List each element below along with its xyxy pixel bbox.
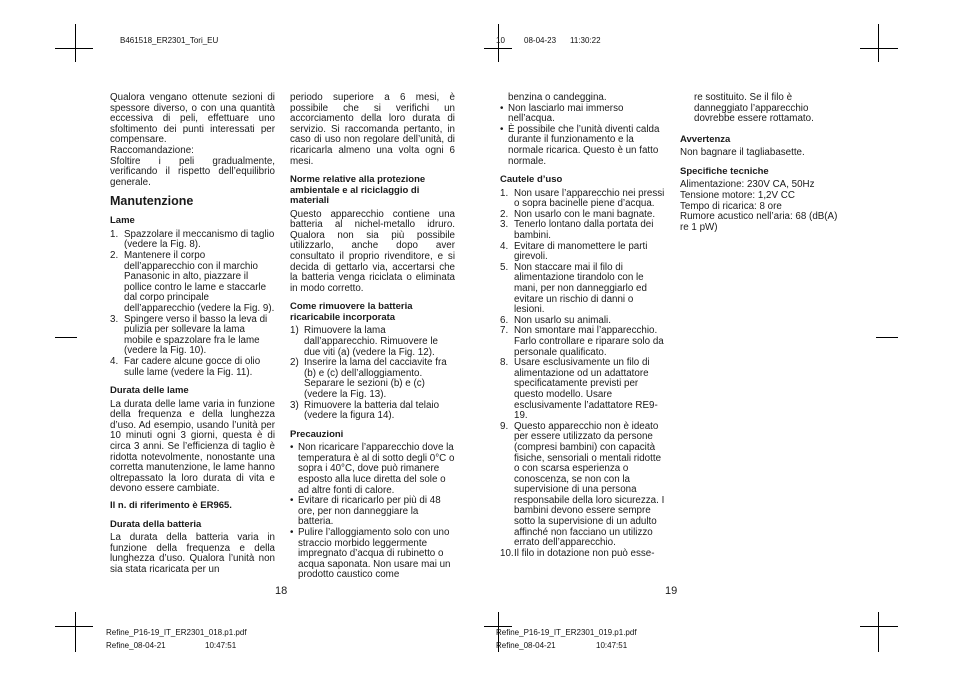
- crop-mark: [75, 612, 76, 652]
- column-4: [680, 93, 845, 233]
- battery-life-continued: periodo superiore a 6 mesi, è possibile che si verifichi un accorciamento della loro durata di servizio. Si raccomanda pertanto, in caso di uso non regolare dell’unità, di ricaricarla almeno una volta ogni 6 mesi.: [290, 92, 455, 167]
- column-3: [500, 93, 665, 559]
- remove-battery-steps-list: [290, 326, 455, 421]
- spare-part-reference: Il n. di riferimento è ER965.: [110, 500, 232, 511]
- list-item: 9. Questo apparecchio non è ideato per essere utilizzato da persone (compresi bambini) con capacità fisiche, sensoriali o mentali ridotte o con scarsa esperienza o conoscenza, se non con la supervisione di una persona responsabile della loro sicurezza. I bambini devono essere sempre sotto la supervisione di un adulto affinché non facciano un utilizzo errato dell’apparecchio.: [500, 420, 665, 549]
- list-item: 3) Rimuovere la batteria dal telaio (vedere la figura 14).: [290, 399, 440, 422]
- crop-mark: [860, 48, 898, 49]
- recommendation-text: Sfoltire i peli gradualmente, verificando il rispetto dell’equilibrio generale.: [110, 155, 275, 188]
- list-item: 1) Rimuovere la lama dall’apparecchio. Rimuovere le due viti (a) (vedere la Fig. 12).: [290, 325, 438, 358]
- sheet-number: 10: [496, 36, 505, 45]
- list-item: 2. Non usarlo con le mani bagnate.: [500, 208, 656, 220]
- subsection-title-warning: Avvertenza: [680, 133, 731, 145]
- left-file-name: Refine_P16-19_IT_ER2301_018.p1.pdf: [106, 628, 247, 637]
- list-item: 7. Non smontare mai l’apparecchio. Farlo controllare e riparare solo da personale qualificato.: [500, 325, 664, 358]
- blade-life-text: La durata delle lame varia in funzione della frequenza e della lunghezza d’uso. Ad esempio, usando l’unità per 10 minuti ogni 3 giorni, questa è di circa 3 anni. Se l’efficienza di taglio è ridotta notevolmente, nonostante una corretta manutenzione, le lame hanno oltrepassato la loro durata di vita e devono essere cambiate.: [110, 398, 275, 495]
- subsection-title-blades: Lame: [110, 215, 135, 227]
- crop-mark: [878, 24, 879, 62]
- list-item: 1. Non usare l’apparecchio nei pressi o sopra bacinelle piene d’acqua.: [500, 187, 665, 210]
- precautions-list-continued: [500, 104, 665, 168]
- crop-mark: [860, 626, 898, 627]
- crop-mark: [55, 337, 77, 338]
- list-item: • È possibile che l’unità diventi calda durante il funzionamento e la normale ricarica. Questo è un fatto normale.: [500, 123, 660, 167]
- usage-cautions-list: [500, 189, 665, 560]
- print-time: 11:30:22: [570, 36, 601, 45]
- list-item: • Non lasciarlo mai immerso nell’acqua.: [500, 102, 624, 125]
- right-file-time: 10:47:51: [596, 641, 628, 650]
- job-id: B461518_ER2301_Tori_EU: [120, 36, 219, 45]
- usage-cautions-continued: re sostituito. Se il filo è danneggiato l’apparecchio dovrebbe essere rottamato.: [694, 92, 814, 125]
- spec-line: Alimentazione: 230V CA, 50Hz: [680, 179, 815, 191]
- precautions-continued: benzina o candeggina.: [508, 92, 607, 103]
- subsection-title-blade-life: Durata delle lame: [110, 385, 189, 397]
- crop-mark: [878, 612, 879, 652]
- list-item: 2) Inserire la lama del cacciavite fra (b) e (c) dell’alloggiamento. Separare le sezioni (b) e (c) (vedere la Fig. 13).: [290, 357, 447, 400]
- subsection-title-environment: Norme relative alla protezione ambientale e al riciclaggio di materiali: [290, 174, 426, 207]
- list-item: • Pulire l’alloggiamento solo con uno straccio morbido leggermente impregnato d’acqua di rubinetto o acqua saponata. Non usare mai un prodotto caustico come: [290, 527, 451, 581]
- crop-mark: [876, 337, 898, 338]
- print-date: 08-04-23: [524, 36, 557, 45]
- precautions-list: [290, 443, 455, 581]
- right-file-stamp: Refine_08-04-21: [496, 641, 556, 650]
- list-item: 3. Tenerlo lontano dalla portata dei bambini.: [500, 219, 654, 242]
- spec-line: Tensione motore: 1,2V CC: [680, 189, 795, 201]
- list-item: 8. Usare esclusivamente un filo di alimentazione od un adattatore specificatamente previsti per questo modello. Usare esclusivamente l’adattatore RE9-19.: [500, 357, 658, 422]
- subsection-title-remove-battery: Come rimuovere la batteria ricaricabile incorporata: [290, 301, 413, 323]
- blades-steps-list: [110, 230, 275, 378]
- crop-mark: [484, 626, 512, 627]
- crop-mark: [55, 48, 93, 49]
- list-item: 6. Non usarlo su animali.: [500, 314, 611, 326]
- subsection-title-usage-cautions: Cautele d’uso: [500, 174, 563, 186]
- right-file-name: Refine_P16-19_IT_ER2301_019.p1.pdf: [496, 628, 637, 637]
- list-item: 4. Far cadere alcune gocce di olio sulle lame (vedere la Fig. 11).: [110, 355, 261, 378]
- list-item: 10. Il filo in dotazione non può esse-: [500, 547, 655, 559]
- subsection-title-precautions: Precauzioni: [290, 428, 344, 440]
- crop-mark: [484, 48, 512, 49]
- spec-line: Rumore acustico nell’aria: 68 (dB(A) re 1 pW): [680, 211, 838, 233]
- list-item: • Non ricaricare l’apparecchio dove la temperatura è al di sotto degli 0°C o sopra i 40°C, dove può rimanere esposto alla luce diretta del sole o ad altre fonti di calore.: [290, 442, 455, 496]
- list-item: 4. Evitare di manomettere le parti girevoli.: [500, 240, 648, 263]
- column-2: [290, 93, 455, 581]
- section-title-maintenance: Manutenzione: [110, 194, 194, 209]
- battery-life-text: La durata della batteria varia in funzione della frequenza e della lunghezza d’uso. Qualora l’unità non sia stata ricaricata per un: [110, 532, 275, 575]
- column-1: [110, 93, 275, 575]
- warning-text: Non bagnare il tagliabasette.: [680, 147, 805, 159]
- intro-paragraph: Qualora vengano ottenute sezioni di spessore diverso, o con una quantità eccessiva di peli, effettuare uno sfoltimento dei punti interessati per compensare.: [110, 92, 275, 146]
- spec-line: Tempo di ricarica: 8 ore: [680, 200, 782, 212]
- crop-mark: [55, 626, 93, 627]
- list-item: 3. Spingere verso il basso la leva di pulizia per sollevare la lama mobile e spazzolare fra le lame (vedere la Fig. 10).: [110, 313, 268, 357]
- recommendation-label: Raccomandazione:: [110, 144, 194, 156]
- left-file-time: 10:47:51: [205, 641, 237, 650]
- crop-mark: [75, 24, 76, 62]
- list-item: • Evitare di ricaricarlo per più di 48 ore, per non danneggiare la batteria.: [290, 495, 441, 528]
- page-number-left: 18: [275, 585, 288, 597]
- list-item: 5. Non staccare mai il filo di alimentazione tirandolo con le mani, per non danneggiarlo ed evitare un rischio di danni o lesioni.: [500, 261, 647, 316]
- list-item: 1. Spazzolare il meccanismo di taglio (vedere la Fig. 8).: [110, 228, 275, 251]
- list-item: 2. Mantenere il corpo dell’apparecchio con il marchio Panasonic in alto, piazzare il pollice contro le lame e staccarle dal corpo principale dell’apparecchio (vedere la Fig. 9).: [110, 250, 275, 314]
- subsection-title-battery-life: Durata della batteria: [110, 518, 202, 530]
- environment-text: Questo apparecchio contiene una batteria al nichel-metallo idruro. Qualora non sia più possibile utilizzarlo, anche dopo aver consultato il proprio rivenditore, e si decida di gettarlo via, accertarsi che la batteria venga riciclata o eliminata in modo corretto.: [290, 208, 455, 294]
- subsection-title-specifications: Specifiche tecniche: [680, 165, 769, 177]
- page-number-right: 19: [665, 585, 678, 597]
- left-file-stamp: Refine_08-04-21: [106, 641, 166, 650]
